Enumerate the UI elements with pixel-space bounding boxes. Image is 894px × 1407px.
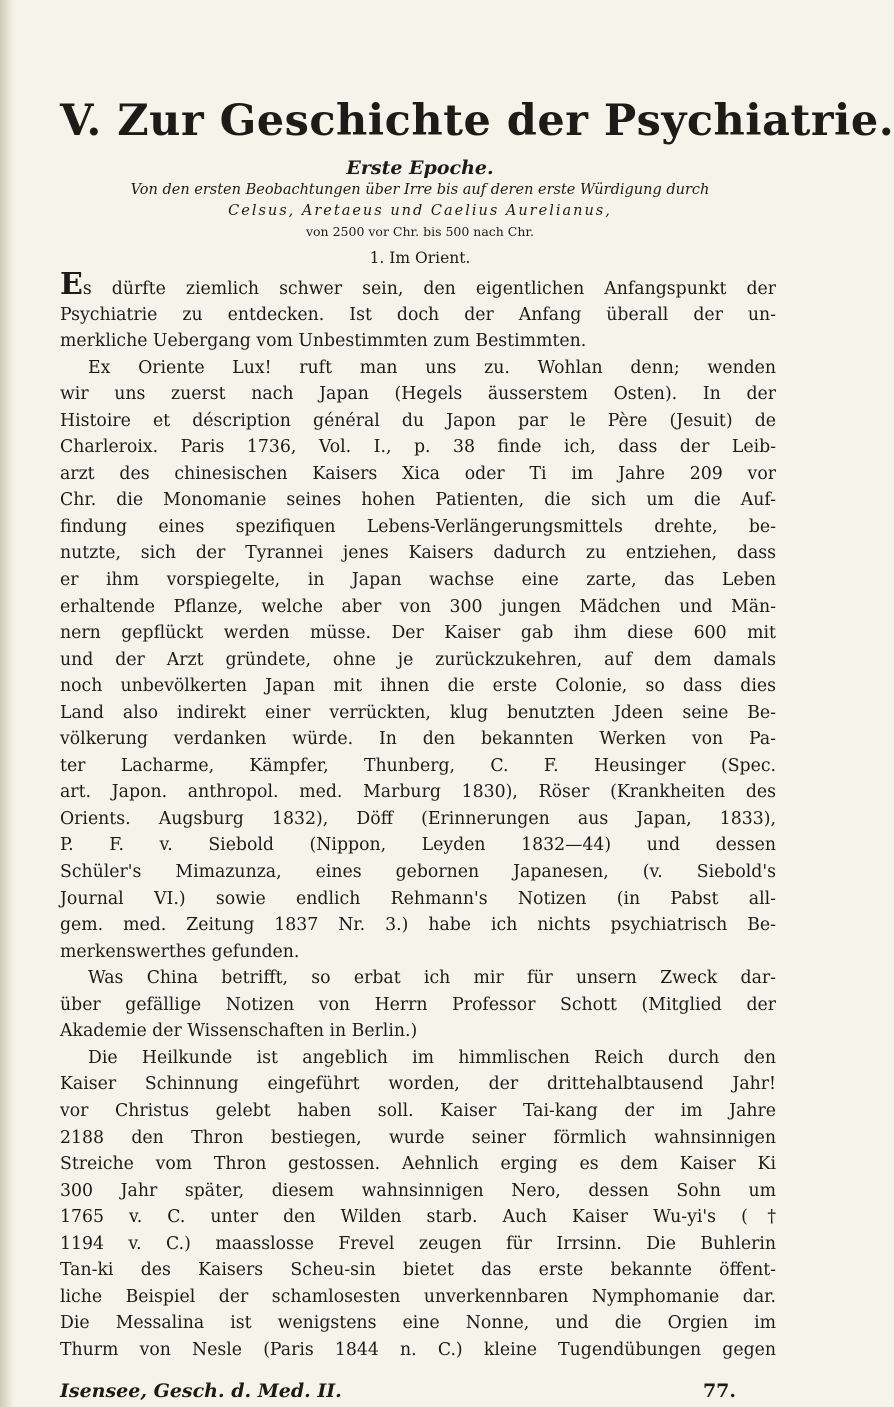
text-line: liche Beispiel der schamlosesten unverkennbaren Nymphomanie dar. [60, 1286, 776, 1307]
text-line: nutzte, sich der Tyrannei jenes Kaisers dadurch zu entziehen, dass [60, 543, 776, 564]
text-line: Land also indirekt einer verrückten, klug benutzten Jdeen seine Be- [60, 702, 776, 723]
chapter-title: V. Zur Geschichte der Psychiatrie. [60, 96, 894, 146]
date-range: von 2500 vor Chr. bis 500 nach Chr. [305, 224, 535, 239]
text-line: Histoire et déscription général du Japon par le Père (Jesuit) de [60, 410, 776, 431]
text-line: nern gepflückt werden müsse. Der Kaiser gab ihm diese 600 mit [60, 623, 776, 644]
text-line: völkerung verdanken würde. In den bekannten Werken von Pa- [60, 729, 776, 750]
text-line: Akademie der Wissenschaften in Berlin.) [60, 1021, 418, 1042]
text-line: wir uns zuerst nach Japan (Hegels äusserstem Osten). In der [60, 384, 776, 405]
text-line [60, 267, 776, 302]
text-line: erhaltende Pflanze, welche aber von 300 jungen Mädchen und Män- [60, 596, 776, 617]
text-line: gem. med. Zeitung 1837 Nr. 3.) habe ich nichts psychiatrisch Be- [60, 915, 776, 936]
text-line: und der Arzt gründete, ohne je zurückzukehren, auf dem damals [60, 649, 776, 670]
text-line: Was China betrifft, so erbat ich mir für unsern Zweck dar- [88, 968, 776, 989]
text-line: Ex Oriente Lux! ruft man uns zu. Wohlan denn; wenden [88, 357, 776, 378]
text-line: Orients. Augsburg 1832), Döff (Erinnerungen aus Japan, 1833), [60, 808, 776, 829]
epoch-title: Erste Epoche. [346, 157, 494, 179]
drop-cap: E [60, 267, 83, 302]
body-text [60, 267, 776, 1363]
text-line: über gefällige Notizen von Herrn Professor Schott (Mitglied der [60, 994, 776, 1015]
text-line: 1194 v. C.) maasslosse Frevel zeugen für Irrsinn. Die Buhlerin [60, 1233, 776, 1254]
page-footer [60, 1380, 776, 1406]
text-line: art. Japon. anthropol. med. Marburg 1830), Röser (Krankheiten des [60, 782, 776, 803]
text-line: arzt des chinesischen Kaisers Xica oder Ti im Jahre 209 vor [60, 463, 776, 484]
section-heading: 1. Im Orient. [369, 249, 471, 267]
text-line: noch unbevölkerten Japan mit ihnen die erste Colonie, so dass dies [60, 676, 776, 697]
signature-mark: Isensee, Gesch. d. Med. II. [60, 1380, 342, 1402]
text-line: merkliche Uebergang vom Unbestimmten zum Bestimmten. [60, 331, 587, 352]
text-line: 300 Jahr später, diesem wahnsinnigen Nero, dessen Sohn um [60, 1180, 776, 1201]
page-edge-shadow [0, 0, 16, 1407]
text-line: Charleroix. Paris 1736, Vol. I., p. 38 finde ich, dass der Leib- [60, 437, 776, 458]
text-line: findung eines spezifiquen Lebens-Verlängerungsmittels drehte, be- [60, 516, 776, 537]
text-line: 1765 v. C. unter den Wilden starb. Auch Kaiser Wu-yi's († [60, 1207, 776, 1228]
text-line: Thurm von Nesle (Paris 1844 n. C.) kleine Tugendübungen gegen [60, 1339, 776, 1360]
text-line: Psychiatrie zu entdecken. Ist doch der Anfang überall der un- [60, 304, 776, 325]
text-line: Die Messalina ist wenigstens eine Nonne, und die Orgien im [60, 1313, 776, 1334]
subtitle-line-2: Celsus, Aretaeus und Caelius Aurelianus, [228, 203, 612, 219]
text-line: Journal VI.) sowie endlich Rehmann's Notizen (in Pabst all- [60, 888, 776, 909]
text-line: 2188 den Thron bestiegen, wurde seiner förmlich wahnsinnigen [60, 1127, 776, 1148]
text-line: merkenswerthes gefunden. [60, 941, 300, 962]
subtitle-line-1: Von den ersten Beobachtungen über Irre bis auf deren erste Würdigung durch [130, 182, 710, 198]
text-line: Kaiser Schinnung eingeführt worden, der drittehalbtausend Jahr! [60, 1074, 776, 1095]
text-line: P. F. v. Siebold (Nippon, Leyden 1832—44) und dessen [60, 835, 776, 856]
text-line: Schüler's Mimazunza, eines gebornen Japanesen, (v. Siebold's [60, 862, 776, 883]
text-line: vor Christus gelebt haben soll. Kaiser Tai-kang der im Jahre [60, 1100, 776, 1121]
text-line: Tan-ki des Kaisers Scheu-sin bietet das erste bekannte öffent- [60, 1260, 776, 1281]
text-line: Streiche vom Thron gestossen. Aehnlich erging es dem Kaiser Ki [60, 1154, 776, 1175]
text-line: ter Lacharme, Kämpfer, Thunberg, C. F. Heusinger (Spec. [60, 755, 776, 776]
line-text: s dürfte ziemlich schwer sein, den eigentlichen Anfangspunkt der [82, 279, 776, 299]
page-number: 77. [702, 1380, 736, 1402]
text-line: er ihm vorspiegelte, in Japan wachse eine zarte, das Leben [60, 570, 776, 591]
text-line: Chr. die Monomanie seines hohen Patienten, die sich um die Auf- [60, 490, 776, 511]
text-line: Die Heilkunde ist angeblich im himmlischen Reich durch den [88, 1047, 776, 1068]
